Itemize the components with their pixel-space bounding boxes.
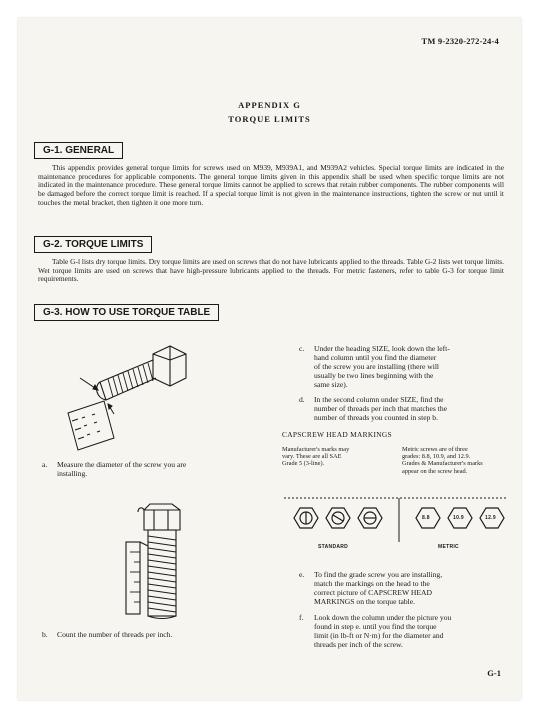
step-b: b. Count the number of threads per inch.	[42, 630, 173, 639]
text-line: Grades & Manufacturer's marks	[402, 460, 483, 468]
text-line: match the markings on the head to the	[314, 579, 430, 588]
capscrew-heading: CAPSCREW HEAD MARKINGS	[282, 430, 392, 439]
text-line: requirements.	[38, 274, 79, 284]
text-line: of the screw you are installing (there will	[314, 362, 440, 371]
thread-count-illustration	[110, 500, 210, 622]
text-line: appear on the screw head.	[402, 467, 468, 475]
torque-limits-paragraph	[38, 258, 504, 284]
text-line: usually be two lines beginning with the	[314, 371, 434, 380]
appendix-title: TORQUE LIMITS	[228, 114, 311, 124]
text-line: metal bracket, then tighten it one more turn.	[73, 197, 204, 207]
metric-note	[402, 446, 512, 475]
standard-head-3	[358, 508, 382, 528]
document-page	[18, 18, 521, 700]
text-line: MARKINGS on the torque table.	[314, 597, 416, 606]
text-line: correct picture of CAPSCREW HEAD	[314, 588, 432, 597]
text-line: same size).	[314, 380, 348, 389]
step-e: e. To find the grade screw you are installing, match the markings on the head to the correct picture of CAPSCREW HEAD MARKINGS on the torque table.	[299, 570, 443, 606]
metric-label: METRIC	[438, 544, 459, 550]
head-markings-panel	[282, 496, 508, 560]
text-line: Special torque limits are indicated in the maintenance procedures for applicable components. The general	[38, 163, 504, 181]
page-number: G-1	[487, 668, 501, 678]
text-line: applied to the threads. Table G-2 lists wet torque limits. Wet torque limits are used on screws that have	[38, 257, 504, 275]
text-line: This appendix provides general torque limits for screws used on M939, M939A1, and M939A2 vehicles.	[52, 163, 376, 172]
text-line: Manufacturer's marks may	[282, 446, 350, 453]
text-line: Measure the diameter of the screw you are	[57, 460, 187, 469]
standard-label: STANDARD	[318, 544, 349, 550]
text-line: Count the number of threads per inch.	[57, 630, 173, 639]
head-markings-graphic	[282, 496, 508, 560]
section-heading-torque-limits: G-2. TORQUE LIMITS	[34, 236, 152, 253]
step-a: a. Measure the diameter of the screw you are installing.	[42, 460, 187, 478]
text-line: Table G-l lists dry torque limits. Dry torque limits are used on screws that do not have lubricants	[52, 257, 338, 266]
general-paragraph	[38, 164, 504, 208]
appendix-label: APPENDIX G	[238, 100, 301, 110]
text-line: installing.	[57, 469, 88, 478]
metric-grade-12-9: 12.9	[485, 515, 496, 521]
text-line: components. The rubber components will be damaged before the correct torque limit is reached. If a special	[38, 180, 505, 199]
text-line: high-pressure lubricants applied to the threads. For metric fasteners, refer to table G-3 for torque limit	[186, 265, 504, 275]
step-c: c. Under the heading SIZE, look down the left- hand column until you find the diameter of the screw you are installing (there will usually be two lines beginning with the same size).	[299, 344, 450, 389]
text-line: Under the heading SIZE, look down the left-	[314, 344, 450, 353]
sae-note	[282, 446, 392, 468]
text-line: Metric screws are of three	[402, 446, 468, 453]
text-line: In the second column under SIZE, find the	[314, 395, 444, 404]
text-line: number of threads you counted in step b.	[314, 413, 439, 422]
section-heading-how-to-use: G-3. HOW TO USE TORQUE TABLE	[34, 304, 219, 321]
text-line: found in step e. until you find the torque	[314, 622, 437, 631]
text-line: vary. These are all SAE	[282, 453, 342, 461]
text-line: grades: 8.8, 10.9, and 12.9.	[402, 453, 471, 461]
text-line: torque limit is not given in the maintenance instructions, tighten the screw or nut until it touches the	[38, 189, 504, 207]
tm-number: TM 9-2320-272-24-4	[421, 36, 499, 46]
standard-head-1	[294, 508, 318, 528]
section-heading-general: G-1. GENERAL	[34, 142, 123, 159]
text-line: threads per inch of the screw.	[314, 640, 403, 649]
text-line: To find the grade screw you are installing,	[314, 570, 443, 579]
text-line: number of threads per inch that matches the	[314, 404, 448, 413]
step-d: d. In the second column under SIZE, find the number of threads per inch that matches the number of threads you counted in step b.	[299, 395, 448, 422]
text-line: limit (in lb-ft or N·m) for the diameter and	[314, 631, 444, 640]
text-line: torque limits given in this appendix shall be used when specific torque limits are not indicated in the	[38, 171, 504, 190]
standard-head-2	[326, 508, 350, 528]
screw-measure-illustration	[58, 338, 208, 453]
text-line: Look down the column under the picture you	[314, 613, 452, 622]
step-f: f. Look down the column under the picture you found in step e. until you find the torque limit (in lb-ft or N·m) for the diameter and threads per inch of the screw.	[299, 613, 452, 649]
metric-grade-10-9: 10.9	[453, 515, 464, 521]
text-line: hand column until you find the diameter	[314, 353, 437, 362]
metric-grade-8-8: 8.8	[422, 515, 430, 521]
text-line: maintenance procedure. These general torque limits cannot be applied to screws that retain rubber	[86, 180, 379, 190]
text-line: Grade 5 (3-line).	[282, 460, 325, 468]
